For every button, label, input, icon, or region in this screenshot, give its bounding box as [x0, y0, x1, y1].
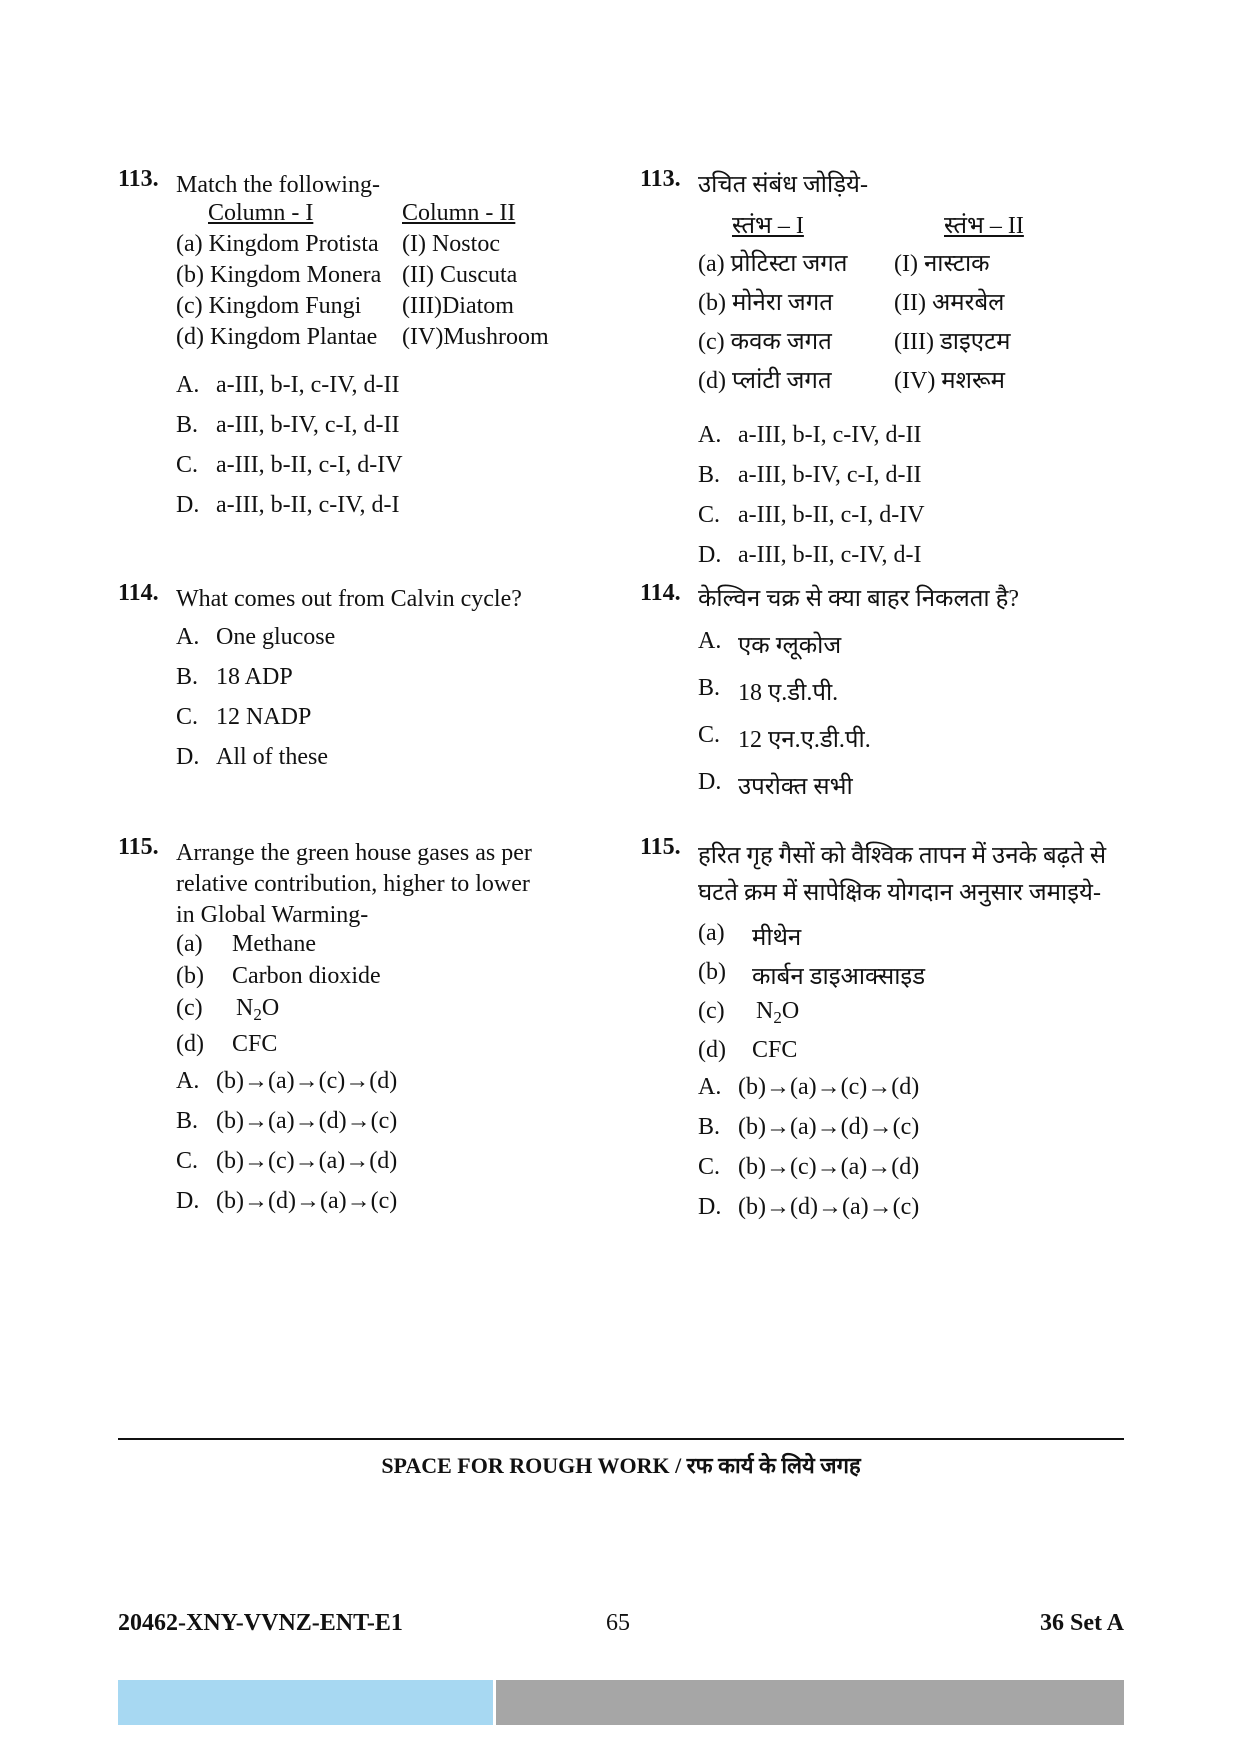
question-text-line: घटते क्रम में सापेक्षिक योगदान अनुसार जमाइये-	[698, 880, 1101, 906]
set-label: 36 Set A	[1040, 1610, 1124, 1636]
column-2-header: स्तंभ – II	[944, 213, 1024, 239]
column-1-header: स्तंभ – I	[732, 213, 804, 239]
option-text: All of these	[216, 744, 328, 770]
column-2-header: Column - II	[402, 200, 516, 226]
option-label: A.	[698, 422, 722, 448]
option-label: B.	[176, 412, 199, 438]
column-1-header: Column - I	[208, 200, 314, 226]
match-right: (III) डाइएटम	[894, 329, 1011, 355]
option-text: एक ग्लूकोज	[738, 633, 842, 659]
option-text: a-III, b-II, c-IV, d-I	[216, 492, 400, 518]
match-left: (a) Kingdom Protista	[176, 231, 379, 257]
item-text: CFC	[232, 1031, 278, 1057]
option-label: A.	[176, 624, 200, 650]
option-label: A.	[698, 1074, 722, 1100]
option-text: (b)→(a)→(d)→(c)	[738, 1114, 920, 1140]
item-text: मीथेन	[752, 925, 802, 951]
match-right: (IV)Mushroom	[402, 324, 549, 350]
question-text: Match the following-	[176, 172, 380, 198]
option-label: C.	[176, 704, 199, 730]
question-number: 115.	[118, 834, 159, 860]
rough-work-divider	[118, 1438, 1124, 1440]
option-text: a-III, b-II, c-IV, d-I	[738, 542, 922, 568]
item-text: CFC	[752, 1037, 798, 1063]
formula-tail: O	[261, 995, 280, 1021]
option-text: a-III, b-II, c-I, d-IV	[738, 502, 925, 528]
item-text: कार्बन डाइआक्साइड	[752, 964, 926, 990]
match-left: (a) प्रोटिस्टा जगत	[698, 251, 848, 277]
option-text: 18 ए.डी.पी.	[738, 680, 839, 706]
option-label: A.	[176, 372, 200, 398]
match-left: (d) Kingdom Plantae	[176, 324, 378, 350]
item-text	[236, 995, 279, 1025]
option-label: B.	[698, 675, 721, 701]
option-label: D.	[176, 744, 200, 770]
match-left: (b) मोनेरा जगत	[698, 290, 833, 316]
option-text: 18 ADP	[216, 664, 293, 690]
option-label: C.	[698, 722, 721, 748]
match-right: (IV) मशरूम	[894, 368, 1005, 394]
option-text: 12 एन.ए.डी.पी.	[738, 727, 871, 753]
question-text: उचित संबंध जोड़िये-	[698, 172, 868, 198]
question-text-line: Arrange the green house gases as per	[176, 840, 532, 866]
item-label: (c)	[176, 995, 203, 1021]
match-right: (II) अमरबेल	[894, 290, 1005, 316]
item-text: Methane	[232, 931, 316, 957]
item-label: (a)	[176, 931, 203, 957]
option-text: (b)→(c)→(a)→(d)	[216, 1148, 398, 1174]
option-label: A.	[698, 628, 722, 654]
question-number: 113.	[640, 166, 681, 192]
question-text	[176, 838, 532, 931]
match-right: (I) Nostoc	[402, 231, 500, 257]
option-text: a-III, b-IV, c-I, d-II	[216, 412, 400, 438]
formula-tail: O	[781, 998, 800, 1024]
item-text: Carbon dioxide	[232, 963, 381, 989]
option-label: D.	[176, 1188, 200, 1214]
item-label: (d)	[698, 1037, 726, 1063]
page-number: 65	[606, 1610, 630, 1636]
option-label: B.	[698, 462, 721, 488]
match-right: (I) नास्टाक	[894, 251, 990, 277]
item-label: (c)	[698, 998, 725, 1024]
option-text: (b)→(d)→(a)→(c)	[216, 1188, 398, 1214]
match-left: (c) Kingdom Fungi	[176, 293, 362, 319]
question-text: केल्विन चक्र से क्या बाहर निकलता है?	[698, 586, 1020, 612]
option-text: 12 NADP	[216, 704, 312, 730]
item-label: (b)	[176, 963, 204, 989]
footer-band-grey	[496, 1680, 1124, 1725]
option-label: B.	[698, 1114, 721, 1140]
question-text-line: relative contribution, higher to lower	[176, 871, 530, 897]
option-text: (b)→(a)→(c)→(d)	[738, 1074, 920, 1100]
option-label: A.	[176, 1068, 200, 1094]
item-text	[756, 998, 799, 1028]
option-text: (b)→(a)→(d)→(c)	[216, 1108, 398, 1134]
option-label: D.	[176, 492, 200, 518]
option-label: B.	[176, 664, 199, 690]
option-text: (b)→(c)→(a)→(d)	[738, 1154, 920, 1180]
option-text: a-III, b-IV, c-I, d-II	[738, 462, 922, 488]
option-label: C.	[176, 1148, 199, 1174]
match-left: (b) Kingdom Monera	[176, 262, 382, 288]
option-text: (b)→(a)→(c)→(d)	[216, 1068, 398, 1094]
question-text	[698, 838, 1106, 912]
option-text: One glucose	[216, 624, 336, 650]
formula-subscript: 2	[253, 1005, 262, 1024]
option-text: a-III, b-I, c-IV, d-II	[738, 422, 922, 448]
option-label: C.	[698, 502, 721, 528]
match-right: (III)Diatom	[402, 293, 514, 319]
question-text-line: हरित गृह गैसों को वैश्विक तापन में उनके बढ़ते से	[698, 843, 1107, 869]
match-left: (c) कवक जगत	[698, 329, 832, 355]
option-text: a-III, b-I, c-IV, d-II	[216, 372, 400, 398]
option-label: D.	[698, 769, 722, 795]
question-text-line: in Global Warming-	[176, 902, 369, 928]
option-text: (b)→(d)→(a)→(c)	[738, 1194, 920, 1220]
rough-work-label: SPACE FOR ROUGH WORK / रफ कार्य के लिये जगह	[381, 1453, 861, 1478]
footer-band-blue	[118, 1680, 493, 1725]
formula-main: N	[236, 995, 254, 1021]
option-label: D.	[698, 1194, 722, 1220]
question-text: What comes out from Calvin cycle?	[176, 586, 522, 612]
question-number: 114.	[118, 580, 159, 606]
option-label: C.	[176, 452, 199, 478]
option-label: D.	[698, 542, 722, 568]
match-left: (d) प्लांटी जगत	[698, 368, 832, 394]
option-label: B.	[176, 1108, 199, 1134]
option-text: a-III, b-II, c-I, d-IV	[216, 452, 403, 478]
question-number: 115.	[640, 834, 681, 860]
item-label: (a)	[698, 920, 725, 946]
question-number: 114.	[640, 580, 681, 606]
option-label: C.	[698, 1154, 721, 1180]
question-number: 113.	[118, 166, 159, 192]
item-label: (d)	[176, 1031, 204, 1057]
option-text: उपरोक्त सभी	[738, 774, 853, 800]
formula-subscript: 2	[773, 1008, 782, 1027]
item-label: (b)	[698, 959, 726, 985]
match-right: (II) Cuscuta	[402, 262, 518, 288]
paper-code: 20462-XNY-VVNZ-ENT-E1	[118, 1610, 403, 1636]
formula-main: N	[756, 998, 774, 1024]
